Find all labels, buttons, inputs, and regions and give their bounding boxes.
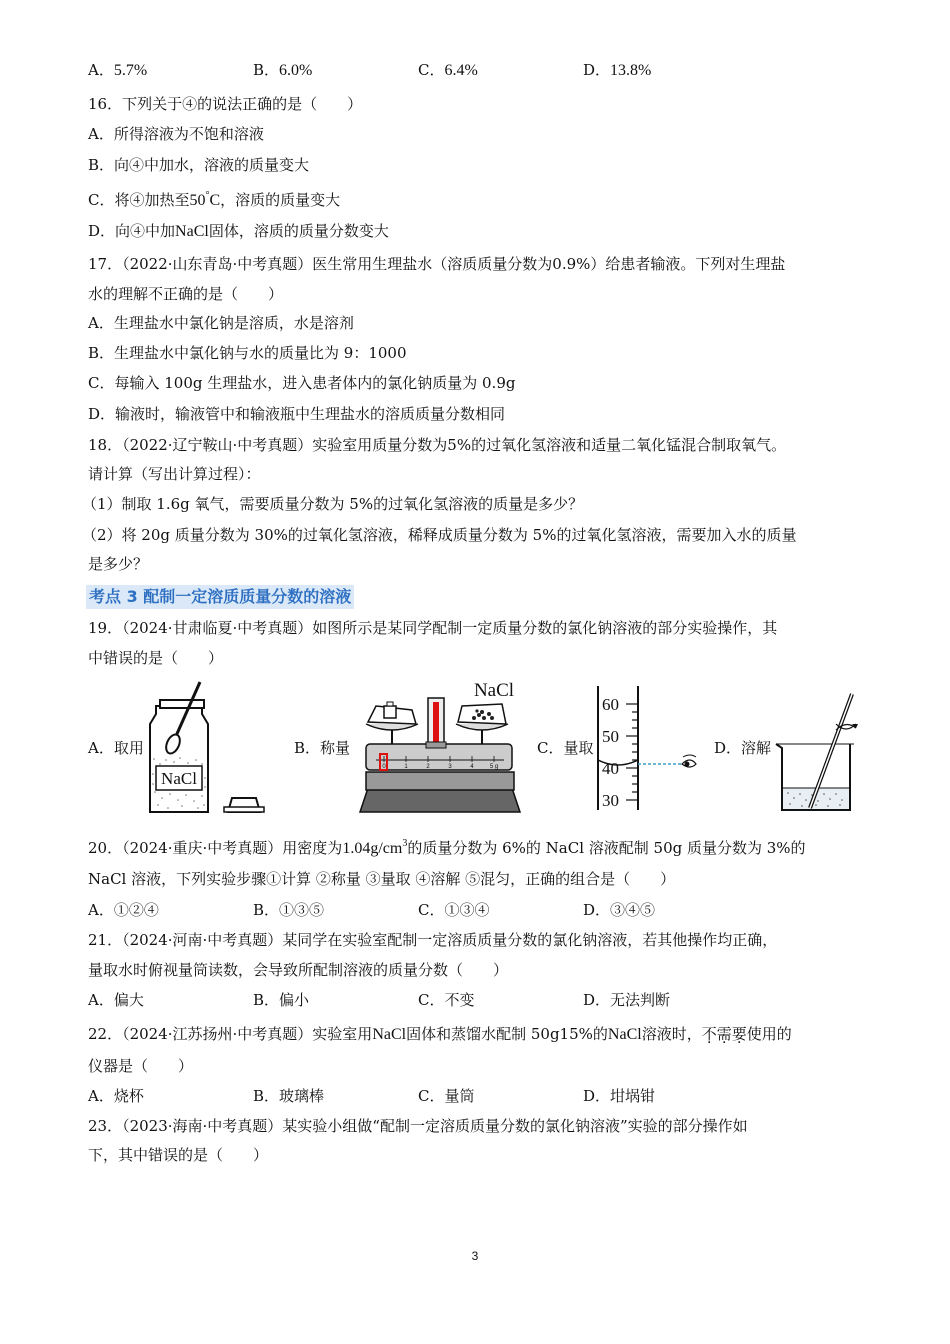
q19-scale-tick-4: 4 — [470, 764, 474, 770]
q15-option-a: A．5.7% — [88, 61, 148, 79]
q15-option-d: D．13.8% — [583, 61, 652, 79]
q23-stem-line1: 23．（2023·海南·中考真题）某实验小组做“配制一定溶质质量分数的氯化钠溶液”实验的部分操作如 — [88, 1117, 748, 1135]
q19-figure-take-nacl — [140, 674, 280, 816]
q22-line1: 22．（2024·江苏扬州·中考真题）实验室用NaCl固体和蒸馏水配制 50g15%的NaCl溶液时，不需要使用的 — [88, 1025, 792, 1043]
q19-stem-line1: 19．（2024·甘肃临夏·中考真题）如图所示是某同学配制一定质量分数的氯化钠溶液的部分实验操作，其 — [88, 619, 778, 637]
q22-option-a: A．烧杯 — [88, 1087, 144, 1105]
q19-bottle-label: NaCl — [161, 769, 197, 788]
q21-stem-line1: 21．（2024·河南·中考真题）某同学在实验室配制一定溶质质量分数的氯化钠溶液，若其他操作均正确， — [88, 931, 778, 949]
q19-cylinder-tick-60: 60 — [602, 695, 619, 714]
q20-option-a: A．①②④ — [88, 901, 159, 919]
q18-part2-line1: （2）将 20g 质量分数为 30%的过氧化氢溶液，稀释成质量分数为 5%的过氧化氢溶液，需要加入水的质量 — [82, 526, 797, 544]
q21-stem-line2: 量取水时俯视量筒读数，会导致所配制溶液的质量分数（ ） — [88, 961, 509, 979]
q20-option-b: B．①③⑤ — [253, 901, 325, 919]
q19-label-c: C．量取 — [537, 739, 594, 757]
q15-option-b: B．6.0% — [253, 61, 313, 79]
q20-line1: 20．（2024·重庆·中考真题）用密度为$1.04g/cm^3$的质量分数为 6%的 NaCl 溶液配制 50g 质量分数为 3%的 — [88, 838, 806, 857]
q19-scale-tick-3: 3 — [448, 764, 452, 770]
section-heading: 考点 3 配制一定溶质质量分数的溶液 — [86, 585, 354, 609]
q19-scale-tick-2: 2 — [426, 764, 430, 770]
q22-option-d: D．坩埚钳 — [583, 1087, 656, 1105]
q21-option-b: B．偏小 — [253, 991, 310, 1009]
q22-option-b: B．玻璃棒 — [253, 1087, 325, 1105]
q18-part1: （1）制取 1.6g 氧气，需要质量分数为 5%的过氧化氢溶液的质量是多少？ — [82, 495, 584, 513]
q19-cylinder-tick-50: 50 — [602, 727, 619, 746]
q19-label-b: B．称量 — [294, 739, 351, 757]
q17-option-a: A．生理盐水中氯化钠是溶质，水是溶剂 — [88, 314, 354, 332]
q21-option-d: D．无法判断 — [583, 991, 671, 1009]
q19-label-d: D．溶解 — [714, 739, 772, 757]
q19-scale-tick-0: 0 — [382, 764, 386, 770]
q19-scale-tick-5: 5 g — [489, 764, 499, 770]
q19-label-a: A．取用 — [88, 739, 144, 757]
q22-stem-line2: 仪器是（ ） — [88, 1057, 194, 1075]
q16-option-b: B．向④中加水，溶液的质量变大 — [88, 156, 310, 174]
q15-option-c: C．6.4% — [418, 61, 478, 79]
q20-option-c: C．①③④ — [418, 901, 490, 919]
q21-option-c: C．不变 — [418, 991, 475, 1009]
q23-stem-line2: 下，其中错误的是（ ） — [88, 1146, 269, 1164]
q19-figure-beaker — [772, 690, 862, 814]
q19-cylinder-tick-40: 40 — [602, 759, 619, 778]
q19-figure-cylinder — [590, 682, 700, 812]
q21-option-a: A．偏大 — [88, 991, 144, 1009]
q16-option-a: A．所得溶液为不饱和溶液 — [88, 125, 264, 143]
q19-stem-line2: 中错误的是（ ） — [88, 649, 224, 667]
q19-balance-nacl-label: NaCl — [473, 680, 515, 701]
q17-option-c: C．每输入 100g 生理盐水，进入患者体内的氯化钠质量为 0.9g — [88, 374, 516, 392]
page-number: 3 — [471, 1249, 479, 1263]
q19-cylinder-tick-30: 30 — [602, 791, 619, 810]
q17-stem-line2: 水的理解不正确的是（ ） — [88, 285, 284, 303]
q17-option-d: D．输液时，输液管中和输液瓶中生理盐水的溶质质量分数相同 — [88, 405, 506, 423]
q17-option-b: B．生理盐水中氯化钠与水的质量比为 9：1000 — [88, 344, 407, 362]
q20-line2: NaCl 溶液，下列实验步骤①计算 ②称量 ③量取 ④溶解 ⑤混匀，正确的组合是（ ） — [88, 870, 676, 888]
q16-option-d: D．向④中加NaCl固体，溶质的质量分数变大 — [88, 222, 389, 240]
q18-part2-line2: 是多少？ — [88, 555, 149, 573]
q17-stem-line1: 17．（2022·山东青岛·中考真题）医生常用生理盐水（溶质质量分数为0.9%）给患者输液。下列对生理盐 — [88, 255, 786, 273]
q19-scale-tick-1: 1 — [404, 764, 408, 770]
q16-option-c: C．将④加热至50°C，溶质的质量变大 — [88, 190, 341, 209]
q20-option-d: D．③④⑤ — [583, 901, 656, 919]
q19-figure-balance — [354, 676, 526, 816]
q18-stem-line2: 请计算（写出计算过程）： — [88, 465, 261, 483]
q16-stem: 16．下列关于④的说法正确的是（ ） — [88, 95, 363, 113]
q22-option-c: C．量筒 — [418, 1087, 475, 1105]
q18-stem-line1: 18．（2022·辽宁鞍山·中考真题）实验室用质量分数为5%的过氧化氢溶液和适量二氧化锰混合制取氧气。 — [88, 436, 787, 454]
